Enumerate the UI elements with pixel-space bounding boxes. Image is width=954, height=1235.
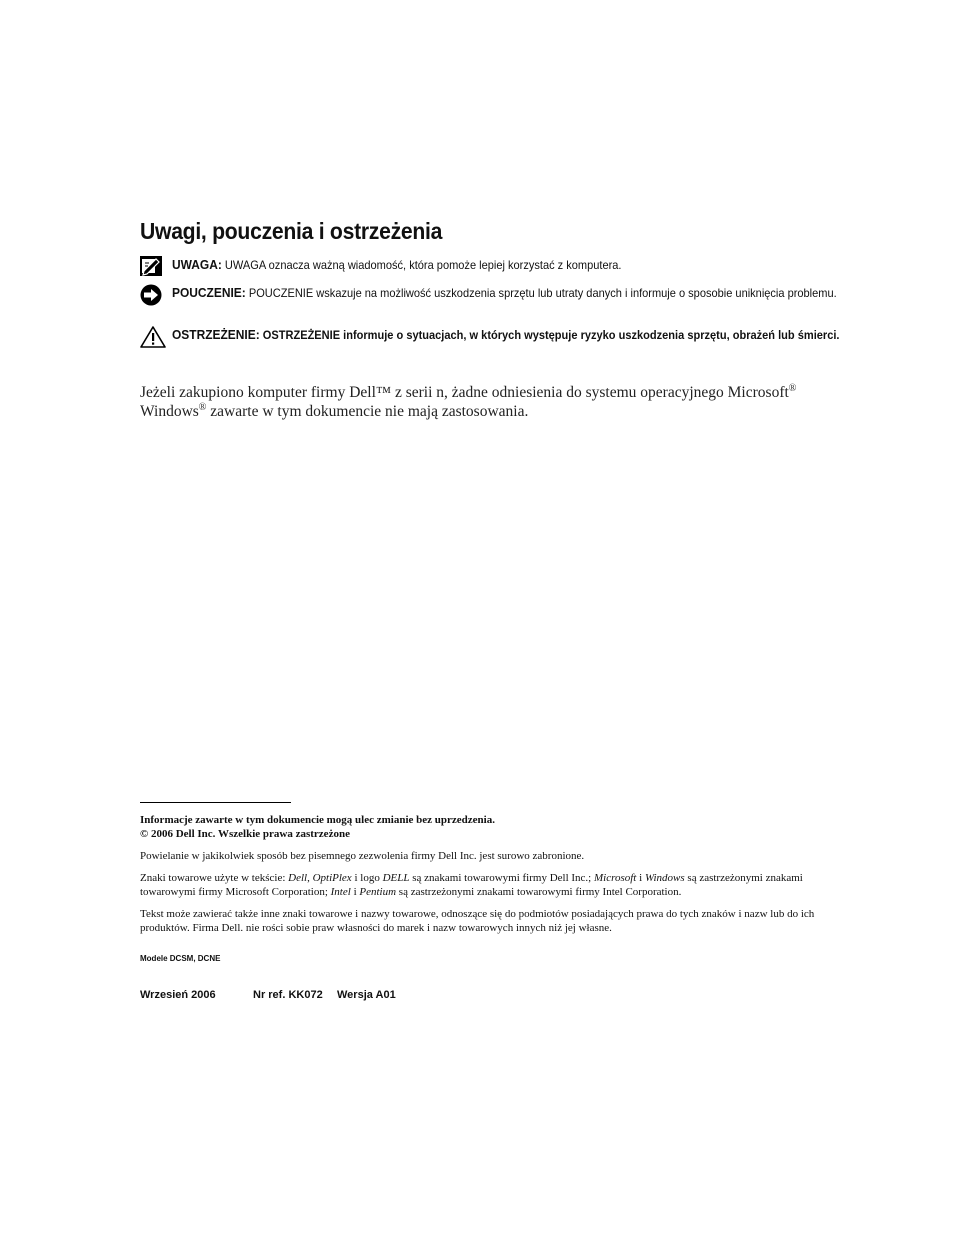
tm-text: i [636,872,645,884]
tm-dell: Dell [288,872,308,884]
info-block [140,813,840,841]
tm-text: i logo [351,872,383,884]
registered-mark: ® [198,401,207,413]
tm-text: są zastrzeżonymi znakami towarowymi firmy Microsoft Corporation; [140,872,803,898]
tm-text: są zastrzeżonymi znakami towarowymi firmy Intel Corporation. [396,886,682,898]
footer-date: Wrzesień 2006 [140,989,216,1001]
reproduction-notice: Powielanie w jakikolwiek sposób bez pisemnego zezwolenia firmy Dell Inc. jest surowo zabronione. [140,850,585,862]
notice-label: POUCZENIE: [172,285,246,300]
warning-text: OSTRZEŻENIE informuje o sytuacjach, w których występuje ryzyko uszkodzenia sprzętu, obrażeń lub śmierci. [262,328,840,342]
footnote-divider [140,802,291,803]
notice-text: POUCZENIE wskazuje na możliwość uszkodzenia sprzętu lub utraty danych i informuje o sposobie uniknięcia problemu. [248,286,837,300]
warning-triangle-icon [140,326,164,346]
intro-part1: Jeżeli zakupiono komputer firmy Dell™ z serii n, żadne odniesienia do systemu operacyjnego Microsoft [140,384,789,401]
note-notice [140,256,840,274]
pencil-note-icon [140,256,164,276]
page-title: Uwagi, pouczenia i ostrzeżenia [140,218,443,244]
note-label: UWAGA: [172,257,222,272]
intro-part2: Windows [140,403,199,420]
intro-part3: zawarte w tym dokumencie nie mają zastosowania. [206,403,529,420]
tm-text: , [307,872,313,884]
other-trademarks-notice: Tekst może zawierać także inne znaki towarowe i nazwy towarowe, odnoszące się do podmiotów posiadających prawa do tych znaków i nazw lub do ich produktów. Firma Dell. nie rości sobie praw własności do marek i nazw towarowych innych niż jej własne. [140,908,815,934]
models-line: Modele DCSM, DCNE [140,954,221,963]
tm-pentium: Pentium [359,886,397,898]
trademarks-notice [140,871,840,899]
tm-windows: Windows [644,872,685,884]
tm-text: Znaki towarowe użyte w tekście: [140,872,289,884]
note-text: UWAGA oznacza ważną wiadomość, która pomoże lepiej korzystać z komputera. [224,258,622,272]
copyright-line: © 2006 Dell Inc. Wszelkie prawa zastrzeżone [140,828,350,840]
tm-microsoft: Microsoft [594,872,637,884]
footer-version: Wersja A01 [337,989,396,1001]
tm-optiplex: OptiPlex [312,872,352,884]
tm-text: i [350,886,360,898]
tm-text: są znakami towarowymi firmy Dell Inc.; [409,872,594,884]
info-line1: Informacje zawarte w tym dokumencie mogą ulec zmianie bez uprzedzenia. [140,814,495,826]
tm-intel: Intel [330,886,351,898]
intro-paragraph [140,383,840,421]
tm-dell-logo: DELL [382,872,410,884]
footer-ref-number: Nr ref. KK072 [253,989,323,1001]
warning-label: OSTRZEŻENIE: [172,327,260,342]
warning-notice [140,326,840,344]
notice-notice [140,284,840,302]
registered-mark: ® [788,382,797,394]
notice-arrow-icon [140,284,164,304]
document-footer [140,989,396,1001]
